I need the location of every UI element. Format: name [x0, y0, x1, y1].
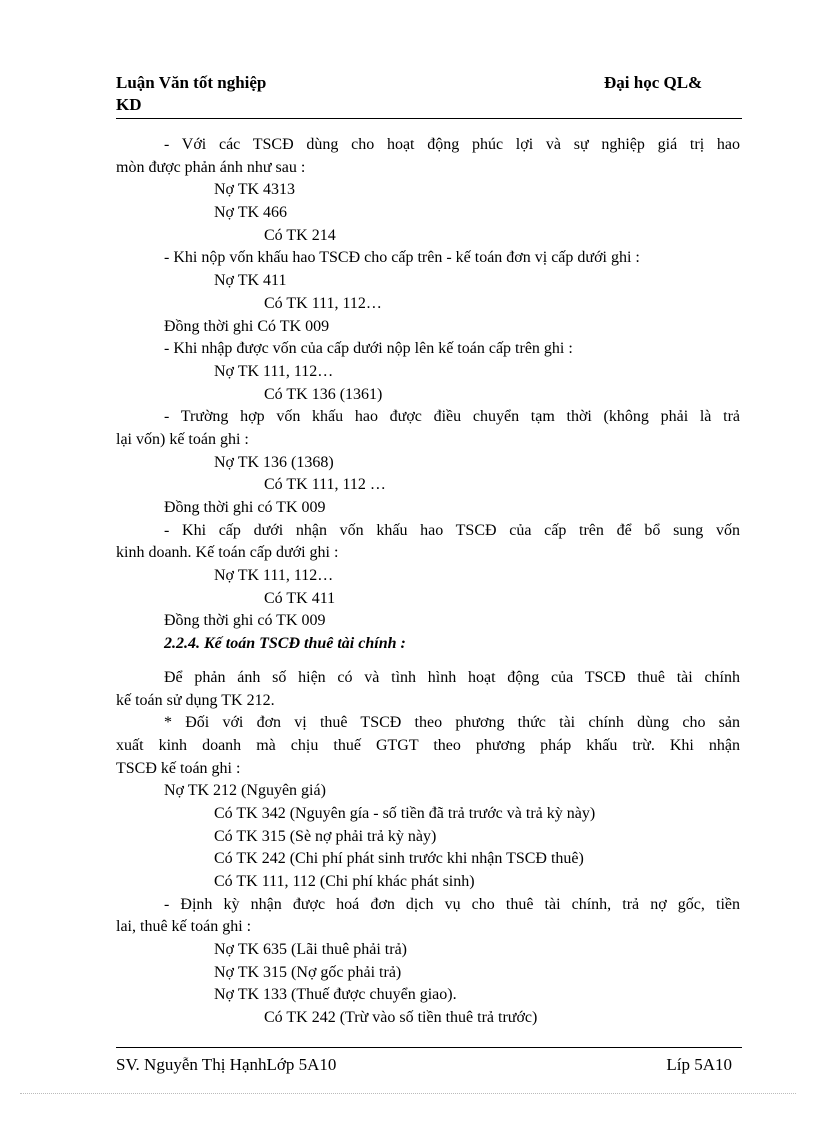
- entry-debit: Nợ TK 411: [214, 272, 287, 290]
- paragraph-line: mòn được phản ánh như sau :: [116, 158, 306, 176]
- paragraph-line: lại vốn) kế toán ghi :: [116, 430, 249, 448]
- entry-debit: Nợ TK 111, 112…: [214, 362, 334, 380]
- entry-credit: Có TK 342 (Nguyên gía - số tiền đã trả trước và trả kỳ này): [214, 804, 596, 822]
- paragraph-line: Đồng thời ghi có TK 009: [164, 612, 326, 630]
- entry-credit: Có TK 111, 112 (Chi phí khác phát sinh): [214, 873, 475, 890]
- entry-credit: Có TK 242 (Trừ vào số tiền thuê trả trước): [264, 1009, 538, 1027]
- paragraph-line: - Trường hợp vốn khấu hao được điều chuyển tạm thời (không phải là trả: [164, 408, 740, 426]
- header-thesis-title-cont: KD: [116, 95, 142, 114]
- paragraph-line: TSCĐ kế toán ghi :: [116, 759, 241, 777]
- paragraph-line: kế toán sử dụng TK 212.: [116, 691, 275, 709]
- entry-debit: Nợ TK 133 (Thuế được chuyển giao).: [214, 986, 457, 1004]
- entry-debit: Nợ TK 315 (Nợ gốc phải trả): [214, 963, 402, 981]
- paragraph-line: - Khi cấp dưới nhận vốn khấu hao TSCĐ của cấp trên để bổ sung vốn: [164, 521, 740, 539]
- page-edge-dotted-line: [20, 1093, 796, 1094]
- paragraph-line: kinh doanh. Kế toán cấp dưới ghi :: [116, 544, 339, 562]
- entry-debit: Nợ TK 635 (Lãi thuê phải trả): [214, 941, 407, 959]
- paragraph-line: * Đối với đơn vị thuê TSCĐ theo phương thức tài chính dùng cho sản: [164, 714, 740, 732]
- paragraph-line: Đồng thời ghi có TK 009: [164, 499, 326, 516]
- section-heading: 2.2.4. Kế toán TSCĐ thuê tài chính :: [164, 635, 406, 653]
- footer-rule: [116, 1047, 742, 1048]
- entry-debit: Nợ TK 212 (Nguyên giá): [164, 782, 326, 800]
- entry-credit: Có TK 214: [264, 226, 336, 244]
- paragraph-line: Để phản ánh số hiện có và tình hình hoạt động của TSCĐ thuê tài chính: [164, 668, 740, 686]
- entry-credit: Có TK 242 (Chi phí phát sinh trước khi nhận TSCĐ thuê): [214, 850, 584, 868]
- paragraph-line: - Với các TSCĐ dùng cho hoạt động phúc lợi và sự nghiệp giá trị hao: [164, 136, 740, 153]
- entry-credit: Có TK 111, 112…: [264, 294, 382, 312]
- header-thesis-title: Luận Văn tốt nghiệp: [116, 73, 267, 92]
- paragraph-line: lai, thuê kế toán ghi :: [116, 918, 252, 936]
- entry-debit: Nợ TK 111, 112…: [214, 567, 334, 585]
- entry-debit: Nợ TK 466: [214, 204, 288, 222]
- entry-credit: Có TK 136 (1361): [264, 385, 383, 403]
- header-university: Đại học QL&: [604, 73, 703, 92]
- paragraph-line: - Khi nhập được vốn của cấp dưới nộp lên kế toán cấp trên ghi :: [164, 340, 573, 358]
- document-body: [116, 134, 740, 1030]
- paragraph-line: xuất kinh doanh mà chịu thuế GTGT theo phương pháp khấu trừ. Khi nhận: [116, 736, 740, 754]
- paragraph-line: - Định kỳ nhận được hoá đơn dịch vụ cho thuê tài chính, trả nợ gốc, tiền: [164, 895, 740, 913]
- footer-class: Líp 5A10: [666, 1055, 732, 1074]
- entry-debit: Nợ TK 136 (1368): [214, 453, 334, 471]
- entry-debit: Nợ TK 4313: [214, 181, 296, 199]
- paragraph-line: Đồng thời ghi Có TK 009: [164, 317, 330, 335]
- entry-credit: Có TK 111, 112 …: [264, 476, 386, 494]
- entry-credit: Có TK 411: [264, 589, 336, 607]
- spacer: [116, 656, 740, 667]
- header-rule: [116, 118, 742, 119]
- paragraph-line: - Khi nộp vốn khấu hao TSCĐ cho cấp trên - kế toán đơn vị cấp dưới ghi :: [164, 249, 640, 267]
- entry-credit: Có TK 315 (Sè nợ phải trả kỳ này): [214, 827, 437, 845]
- footer-student: SV. Nguyễn Thị HạnhLớp 5A10: [116, 1055, 337, 1074]
